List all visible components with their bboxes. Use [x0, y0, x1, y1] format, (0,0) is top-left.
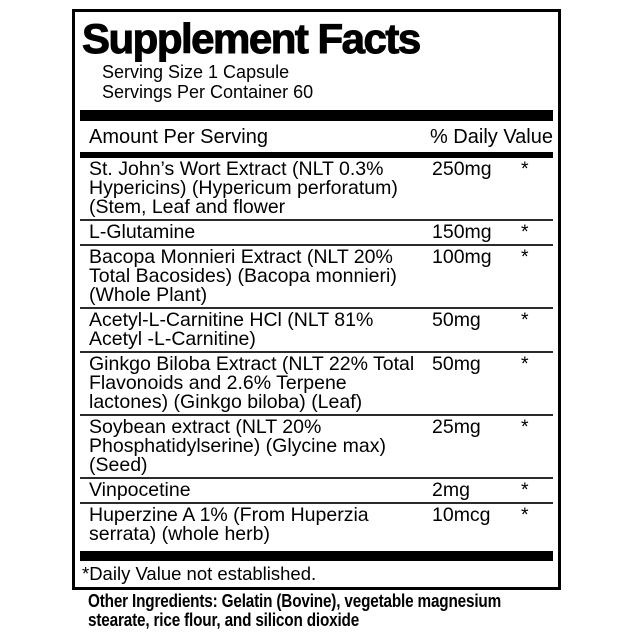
supplement-facts-panel	[72, 9, 561, 590]
amount-per-serving-header: Amount Per Serving	[89, 126, 268, 148]
ingredient-daily-value: *	[521, 221, 529, 243]
ingredient-amount: 50mg	[432, 309, 481, 331]
ingredient-amount: 10mcg	[432, 504, 491, 526]
ingredient-daily-value: *	[521, 504, 529, 526]
ingredient-row	[80, 414, 553, 477]
ingredient-row	[80, 351, 553, 414]
ingredient-row	[80, 307, 553, 351]
ingredient-name: Vinpocetine	[89, 479, 191, 501]
ingredient-name: St. John’s Wort Extract (NLT 0.3% Hypericins) (Hypericum perforatum) (Stem, Leaf and flower	[89, 158, 398, 218]
ingredient-daily-value: *	[521, 246, 529, 268]
ingredient-row	[80, 219, 553, 244]
ingredient-row	[80, 158, 553, 219]
ingredient-name: Soybean extract (NLT 20% Phosphatidylserine) (Glycine max) (Seed)	[89, 416, 386, 476]
daily-value-header: % Daily Value	[429, 126, 553, 148]
ingredient-daily-value: *	[521, 158, 529, 180]
ingredient-daily-value: *	[521, 479, 529, 501]
ingredient-daily-value: *	[521, 309, 529, 331]
ingredient-amount: 100mg	[432, 246, 492, 268]
ingredient-name: Acetyl-L-Carnitine HCl (NLT 81% Acetyl -L-Carnitine)	[89, 309, 374, 350]
ingredient-name: Ginkgo Biloba Extract (NLT 22% Total Flavonoids and 2.6% Terpene lactones) (Ginkgo biloba) (Leaf)	[89, 353, 415, 413]
ingredient-amount: 50mg	[432, 353, 481, 375]
ingredient-row	[80, 477, 553, 502]
ingredient-amount: 25mg	[432, 416, 481, 438]
ingredient-amount: 2mg	[432, 479, 470, 501]
ingredient-name: L-Glutamine	[89, 221, 196, 243]
ingredient-daily-value: *	[521, 353, 529, 375]
ingredient-name: Huperzine A 1% (From Huperzia serrata) (whole herb)	[89, 504, 369, 545]
thick-divider-top	[80, 110, 553, 121]
ingredient-row	[80, 502, 553, 546]
column-header-row	[80, 121, 553, 152]
label-title: Supplement Facts	[82, 15, 420, 62]
ingredient-amount: 250mg	[432, 158, 492, 180]
ingredient-amount: 150mg	[432, 221, 492, 243]
thick-divider-bottom	[80, 551, 553, 561]
serving-info	[102, 62, 553, 102]
ingredient-row	[80, 244, 553, 307]
ingredient-daily-value: *	[521, 416, 529, 438]
daily-value-footnote: *Daily Value not established.	[82, 563, 317, 584]
ingredient-name: Bacopa Monnieri Extract (NLT 20% Total Bacosides) (Bacopa monnieri) (Whole Plant)	[89, 246, 397, 306]
other-ingredients: Other Ingredients: Gelatin (Bovine), vegetable magnesium stearate, rice flour, and silicon dioxide	[88, 591, 502, 630]
servings-per-container: Servings Per Container 60	[102, 82, 314, 102]
ingredient-table	[80, 158, 553, 546]
serving-size: Serving Size 1 Capsule	[102, 62, 290, 82]
